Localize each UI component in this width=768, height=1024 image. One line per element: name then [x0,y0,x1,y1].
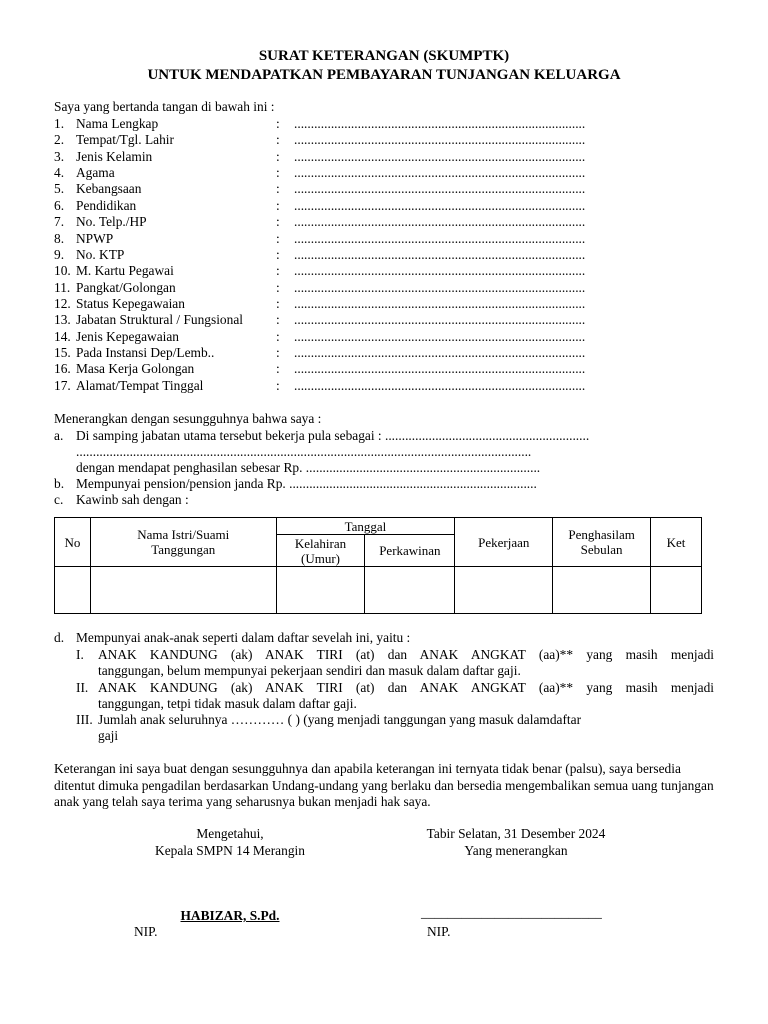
field-value-blank[interactable]: ....................................................................................... [294,197,586,213]
document-subtitle: UNTUK MENDAPATKAN PEMBAYARAN TUNJANGAN KELUARGA [147,67,621,83]
spouse-table [54,517,702,614]
field-colon: : [276,361,280,377]
field-label: NPWP [76,230,114,246]
col-header-pekerjaan: Pekerjaan [455,518,553,567]
principal-nip: NIP. [134,924,158,939]
col-header-tanggal: Tanggal [276,518,455,535]
field-label: Status Kepegawaian [76,295,185,311]
field-label: Alamat/Tempat Tinggal [76,377,204,393]
statement-heading: Menerangkan dengan sesungguhnya bahwa saya : [54,411,322,426]
field-label: Nama Lengkap [76,116,159,131]
field-number: 6. [54,197,65,213]
item-a-label: a. [54,428,64,443]
field-number: 5. [54,181,65,197]
field-number: 1. [54,116,65,131]
field-colon: : [276,181,280,197]
field-value-blank[interactable]: ....................................................................................... [294,361,586,377]
document-title: SURAT KETERANGAN (SKUMPTK) [258,48,510,64]
item-i-line2: tanggungan, belum mempunyai pekerjaan sendiri dan masuk dalam daftar gaji. [98,663,521,678]
col-header-no: No [55,518,91,567]
signer-nip: NIP. [427,924,451,939]
field-value-blank[interactable]: ....................................................................................... [294,132,586,148]
field-number: 15. [54,344,71,360]
field-colon: : [276,165,280,181]
item-b-text: Mempunyai pension/pension janda Rp. .......................................................................... [76,476,537,491]
field-label: No. KTP [76,246,125,262]
closing-paragraph: Keterangan ini saya buat dengan sesungguhnya dan apabila keterangan ini ternyata tidak benar (palsu), saya bersedia ditentut dimuka pengadilan berdasarkan Undang-undang yang berlaku dan bersedia mengembalikan semua uang tunjangan anak yang telah saya terima yang seharusnya bukan menjadi hak saya. [54,761,714,809]
item-a-income: dengan mendapat penghasilan sebesar Rp. ...................................................................... [76,460,541,475]
item-c-text: Kawinb sah dengan : [76,492,189,507]
col-header-penghasilan [553,518,651,567]
field-label: Jabatan Struktural / Fungsional [76,312,243,328]
table-cell[interactable] [455,567,553,614]
field-value-blank[interactable]: ....................................................................................... [294,230,586,246]
col-header-penghasilan-line2: Sebulan [580,542,623,557]
field-label: Masa Kerja Golongan [76,361,195,377]
item-b-label: b. [54,476,65,491]
field-number: 9. [54,246,65,262]
field-label: Jenis Kelamin [76,148,153,164]
field-value-blank[interactable]: ....................................................................................... [294,181,586,197]
field-label: M. Kartu Pegawai [76,263,174,279]
field-label: Pangkat/Golongan [76,279,176,295]
field-number: 10. [54,263,71,279]
item-a-dots: ........................................................................................................................................ [76,444,532,459]
field-colon: : [276,377,280,393]
field-number: 17. [54,377,71,393]
field-label: Tempat/Tgl. Lahir [76,132,174,148]
field-label: Jenis Kepegawaian [76,328,179,344]
field-colon: : [276,246,280,262]
left-sign-line1: Mengetahui, [196,826,264,841]
item-d-label: d. [54,630,65,645]
field-number: 2. [54,132,65,148]
col-header-kelahiran-line1: Kelahiran [294,535,347,551]
field-value-blank[interactable]: ....................................................................................... [294,148,586,164]
item-iii-label: III. [76,712,93,727]
field-value-blank[interactable]: ....................................................................................... [294,279,586,295]
field-colon: : [276,214,280,230]
right-sign-date: Tabir Selatan, 31 Desember 2024 [426,826,606,841]
table-cell[interactable] [365,567,455,614]
field-label: Agama [76,165,115,181]
field-number: 7. [54,214,65,230]
field-colon: : [276,116,280,131]
field-colon: : [276,230,280,246]
field-label: Pendidikan [76,197,137,213]
field-number: 4. [54,165,65,181]
col-header-perkawinan: Perkawinan [365,535,455,567]
item-i-line1: ANAK KANDUNG (ak) ANAK TIRI (at) dan ANAK ANGKAT (aa)** yang masih menjadi [98,647,714,662]
field-number: 14. [54,328,71,344]
field-colon: : [276,263,280,279]
field-number: 3. [54,148,65,164]
field-label: No. Telp./HP [76,214,147,230]
field-label: Pada Instansi Dep/Lemb.. [76,344,215,360]
field-value-blank[interactable]: ....................................................................................... [294,165,586,181]
item-a-text: Di samping jabatan utama tersebut bekerja pula sebagai : ............................................................. [76,428,590,443]
field-number: 12. [54,295,71,311]
field-value-blank[interactable]: ....................................................................................... [294,214,586,230]
field-number: 8. [54,230,65,246]
intro-text: Saya yang bertanda tangan di bawah ini : [54,99,275,114]
field-colon: : [276,279,280,295]
field-colon: : [276,344,280,360]
col-header-penghasilan-line1: Penghasilam [568,527,635,542]
table-cell[interactable] [553,567,651,614]
col-header-kelahiran-line2: (Umur) [300,550,340,566]
field-value-blank[interactable]: ....................................................................................... [294,344,586,360]
table-cell[interactable] [90,567,276,614]
table-row [55,567,702,614]
table-cell[interactable] [55,567,91,614]
field-number: 16. [54,361,71,377]
col-header-nama-line2: Tanggungan [151,542,216,557]
field-colon: : [276,132,280,148]
field-colon: : [276,148,280,164]
field-value-blank[interactable]: ....................................................................................... [294,263,586,279]
field-value-blank[interactable]: ....................................................................................... [294,246,586,262]
field-label: Kebangsaan [76,181,142,197]
col-header-kelahiran [276,535,365,567]
item-i-label: I. [76,647,84,662]
item-c-label: c. [54,492,64,507]
item-ii-line2: tanggungan, tetpi tidak masuk dalam daftar gaji. [98,696,357,711]
item-iii-line1: Jumlah anak seluruhnya ………… ( ) (yang menjadi tanggungan yang masuk dalamdaftar [98,712,582,727]
field-number: 13. [54,312,71,328]
right-sign-line2: Yang menerangkan [464,843,568,858]
item-ii-line1: ANAK KANDUNG (ak) ANAK TIRI (at) dan ANAK ANGKAT (aa)** yang masih menjadi [98,680,714,695]
col-header-ket: Ket [651,518,702,567]
table-cell[interactable] [276,567,365,614]
field-colon: : [276,295,280,311]
principal-name: HABIZAR, S.Pd. [180,908,280,923]
item-d-text: Mempunyai anak-anak seperti dalam daftar sevelah ini, yaitu : [76,630,411,645]
signer-name-blank: ___________________________ [421,905,602,920]
left-sign-line2: Kepala SMPN 14 Merangin [155,843,305,858]
field-colon: : [276,328,280,344]
field-value-blank[interactable]: ....................................................................................... [294,116,586,131]
item-ii-label: II. [76,680,89,695]
field-colon: : [276,312,280,328]
field-value-blank[interactable]: ....................................................................................... [294,328,586,344]
col-header-nama-line1: Nama Istri/Suami [137,527,230,542]
table-cell[interactable] [651,567,702,614]
field-value-blank[interactable]: ....................................................................................... [294,295,586,311]
col-header-nama [90,518,276,567]
field-number: 11. [54,279,71,295]
item-iii-line2: gaji [98,728,119,743]
field-value-blank[interactable]: ....................................................................................... [294,377,586,393]
field-value-blank[interactable]: ....................................................................................... [294,312,586,328]
field-colon: : [276,197,280,213]
